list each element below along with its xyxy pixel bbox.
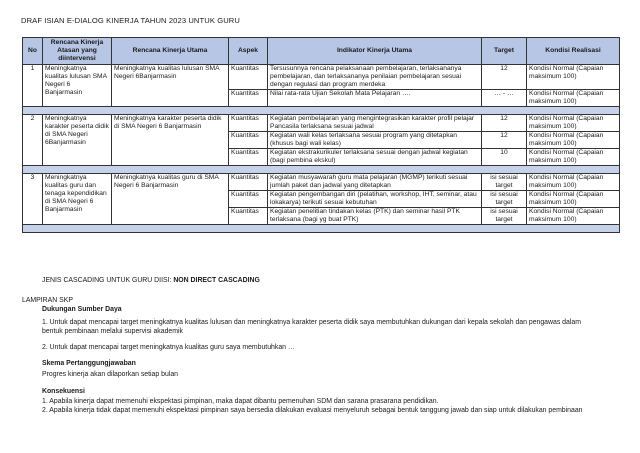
table-row [23,174,620,191]
aspek-cell: Kuantitas [229,65,268,90]
skema-text: Progres kinerja akan dilaporkan setiap bulan [42,371,178,378]
table-header-row [23,38,620,65]
target-cell: 12 [482,115,527,132]
kondisi-cell: Kondisi Normal (Capaian maksimum 100) [527,149,620,166]
header-rk-utama: Rencana Kinerja Utama [112,38,229,65]
lampiran-title: LAMPIRAN SKP [22,297,73,304]
konsekuensi-item-2: 2. Apabila kinerja tidak dapat memenuhi ekspektasi pimpinan saya bersedia dilakukan evaluasi menyeluruh sebagai bentuk tanggung jawab dan siap untuk dilakukan pembinaan [42,407,583,414]
rk-utama-cell: Meningkatnya kualitas lulusan SMA Negeri 6Banjarmasin [112,65,229,107]
indikator-cell: Kegiatan pembelajaran yang mengintegrasikan karakter profil pelajar Pancasila terlaksana sesuai jadwal [268,115,482,132]
kondisi-cell: Kondisi Normal (Capaian maksimum 100) [527,115,620,132]
target-cell: … - … [482,90,527,107]
rk-atasan-cell: Meningkatnya kualitas guru dan tenaga kependidikan di SMA Negeri 6 Banjarmasin [43,174,112,225]
rk-utama-cell: Meningkatnya karakter peserta didik di SMA Negeri 6 Banjarmasin [112,115,229,166]
aspek-cell: Kuantitas [229,90,268,107]
target-cell: 12 [482,132,527,149]
target-cell: isi sesuai target [482,191,527,208]
indikator-cell: Nilai rata-rata Ujian Sekolah Mata Pelajaran …. [268,90,482,107]
row-no: 2 [23,115,43,166]
table-row [23,65,620,90]
target-cell: 10 [482,149,527,166]
aspek-cell: Kuantitas [229,191,268,208]
aspek-cell: Kuantitas [229,174,268,191]
header-aspek: Aspek [229,38,268,65]
cascading-value: NON DIRECT CASCADING [173,277,260,284]
header-no: No [23,38,43,65]
header-kondisi: Kondisi Realisasi [527,38,620,65]
rk-utama-cell: Meningkatnya kualitas guru di SMA Negeri 6 Banjarmasin [112,174,229,225]
dukungan-item-1b: bentuk pembinaan melalui supervisi akademik [42,328,183,335]
row-no: 1 [23,65,43,107]
indikator-cell: Kegiatan pengembangan diri (pelatihan, workshop, IHT, seminar, atau lokakarya) terikuti sesuai kebutuhan [268,191,482,208]
aspek-cell: Kuantitas [229,149,268,166]
aspek-cell: Kuantitas [229,208,268,225]
konsekuensi-title: Konsekuensi [42,388,85,395]
target-cell: 12 [482,65,527,90]
indikator-cell: Kegiatan penelitian tindakan kelas (PTK) dan seminar hasil PTK terlaksana (bagi yg buat PTK) [268,208,482,225]
target-cell: isi sesuai target [482,208,527,225]
aspek-cell: Kuantitas [229,132,268,149]
kondisi-cell: Kondisi Normal (Capaian maksimum 100) [527,174,620,191]
indikator-cell: Kegiatan ekstrakurikuler terlaksana sesuai dengan jadwal kegiatan (bagi pembina ekskul) [268,149,482,166]
row-no: 3 [23,174,43,225]
aspek-cell: Kuantitas [229,115,268,132]
kondisi-cell: Kondisi Normal (Capaian maksimum 100) [527,208,620,225]
group-separator [23,166,620,174]
table-row [23,115,620,132]
header-indikator: Indikator Kinerja Utama [268,38,482,65]
indikator-cell: Tersusunnya rencana pelaksanaan pembelajaran, terlaksananya pembelajaran, dan terlaksananya penilaian pembelajaran sesuai dengan regulasi dan program merdeka [268,65,482,90]
rk-atasan-cell: Meningkatnya karakter peserta didik di SMA Negeri 6Banjarmasin [43,115,112,166]
target-cell: isi sesuai target [482,174,527,191]
header-target: Target [482,38,527,65]
kondisi-cell: Kondisi Normal (Capaian maksimum 100) [527,90,620,107]
header-rk-atasan: Rencana Kinerja Atasan yang diintervensi [43,38,112,65]
konsekuensi-item-1: 1. Apabila kinerja dapat memenuhi ekspektasi pimpinan, maka dapat dibantu pemenuhan SDM dan sarana prasarana pendidikan. [42,398,439,405]
group-separator [23,225,620,233]
rk-atasan-cell: Meningkatnya kualitas lulusan SMA Negeri 6 Banjarmasin [43,65,112,107]
cascading-line [42,276,260,285]
document-title: DRAF ISIAN E-DIALOG KINERJA TAHUN 2023 UNTUK GURU [21,16,240,25]
kinerja-table [22,37,620,233]
group-separator [23,107,620,115]
kondisi-cell: Kondisi Normal (Capaian maksimum 100) [527,132,620,149]
skema-title: Skema Pertanggungjawaban [42,360,136,367]
dukungan-item-1a: 1. Untuk dapat mencapai target meningkatnya kualitas lulusan dan meningkatnya karakter peserta didik saya membutuhkan dukungan dari kepala sekolah dan pengawas dalam [42,319,581,326]
kondisi-cell: Kondisi Normal (Capaian maksimum 100) [527,65,620,90]
dukungan-title: Dukungan Sumber Daya [42,306,122,313]
indikator-cell: Kegiatan musyawarah guru mata pelajaran (MGMP) terikuti sesuai jumlah paket dan jadwal yang ditetapkan [268,174,482,191]
indikator-cell: Kegiatan wali kelas terlaksana sesuai program yang ditetapkan (khusus bagi wali kelas) [268,132,482,149]
kondisi-cell: Kondisi Normal (Capaian maksimum 100) [527,191,620,208]
dukungan-item-2: 2. Untuk dapat mencapai target meningkatnya kualitas guru saya membutuhkan … [42,344,295,351]
cascading-label: JENIS CASCADING UNTUK GURU DIISI: [42,277,174,284]
